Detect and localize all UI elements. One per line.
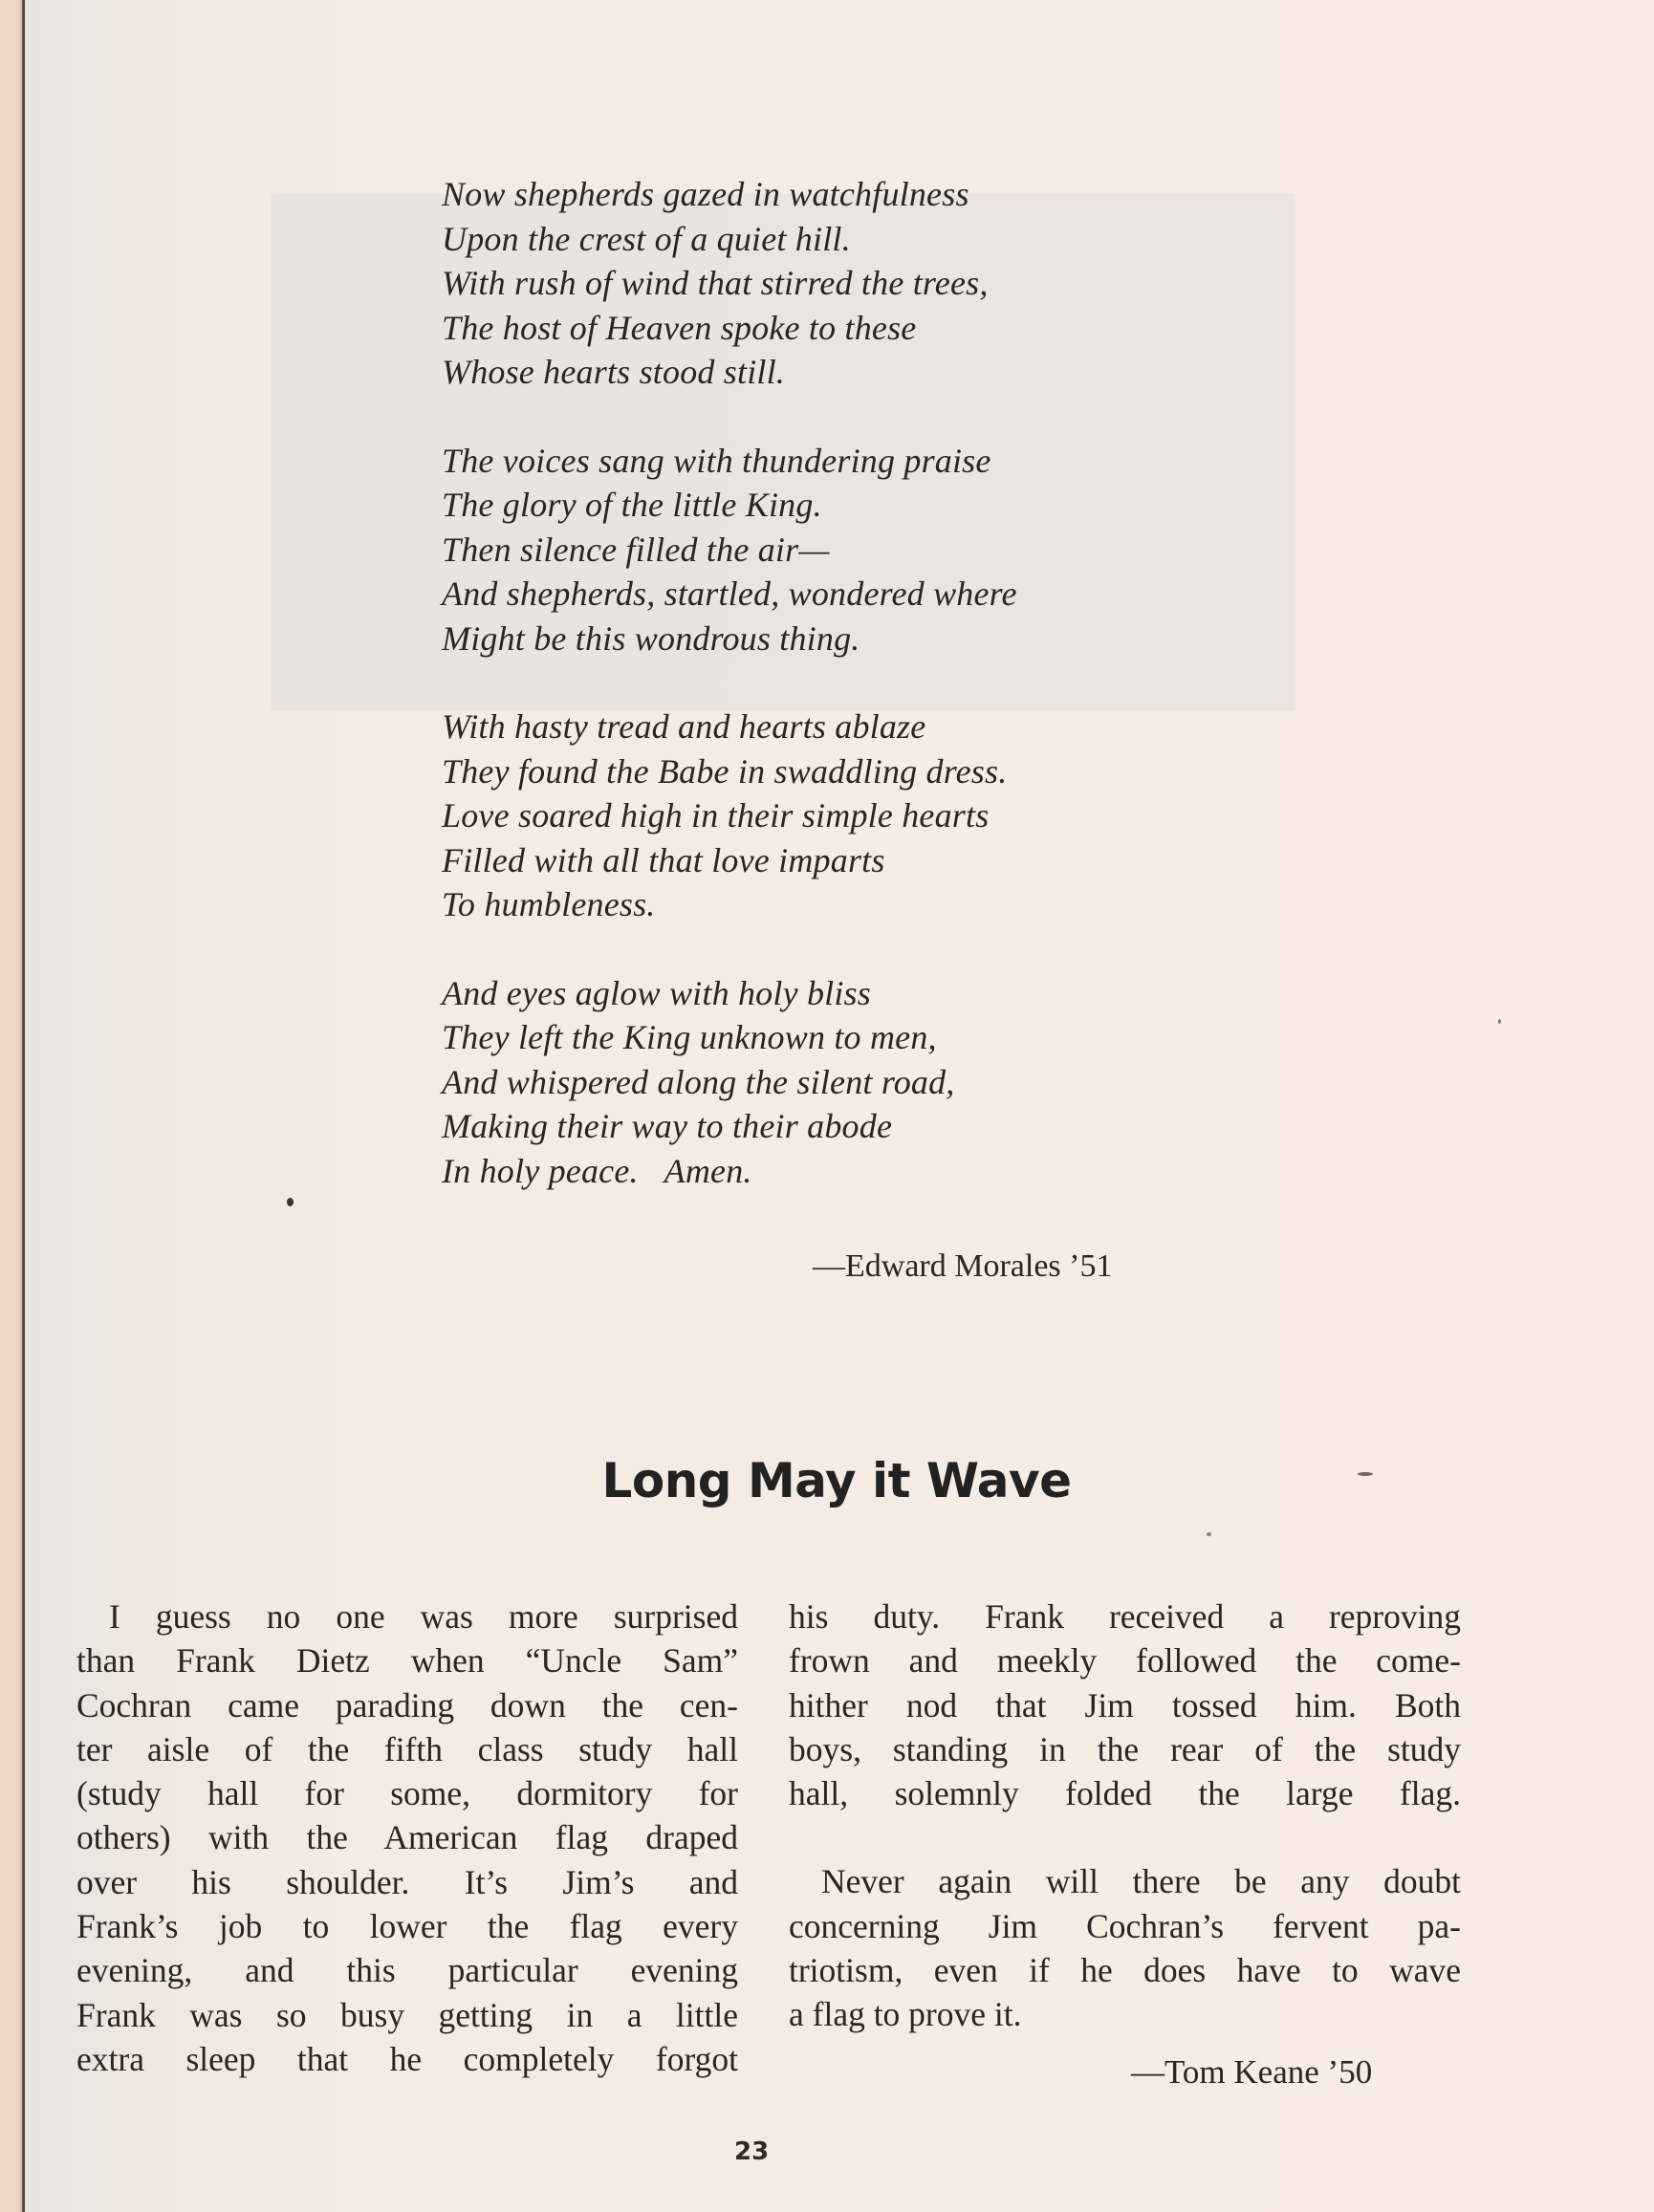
poem-line: The voices sang with thundering praise — [442, 441, 991, 480]
poem-line: With hasty tread and hearts ablaze — [442, 707, 926, 746]
poem-line: Now shepherds gazed in watchfulness — [442, 175, 969, 213]
text-line: Frank was so busy getting in a little — [76, 1995, 738, 2034]
paper-speck — [1207, 1532, 1211, 1536]
article-title: Long May it Wave — [601, 1453, 1072, 1508]
poem-line: Love soared high in their simple hearts — [442, 796, 990, 835]
poem-stanza-4 — [442, 971, 1226, 1194]
text-line: over his shoulder. It’s Jim’s and — [76, 1862, 738, 1901]
poem-line: And eyes aglow with holy bliss — [442, 973, 871, 1012]
text-line: Never again will there be any doubt — [821, 1862, 1461, 1901]
poem-line: Whose hearts stood still. — [442, 353, 786, 391]
poem-line: The host of Heaven spoke to these — [442, 308, 917, 347]
poem-stanza-3 — [442, 705, 1226, 927]
paragraph-break — [789, 1815, 1461, 1859]
poem-line: To humbleness. — [442, 885, 656, 923]
article-column-left — [76, 1594, 738, 2081]
text-line: concerning Jim Cochran’s fervent pa- — [789, 1906, 1461, 1945]
poem-line: With rush of wind that stirred the trees, — [442, 264, 989, 302]
poem-line: Might be this wondrous thing. — [442, 618, 860, 658]
text-line: Frank’s job to lower the flag every — [76, 1907, 738, 1946]
poem-line: Then silence filled the air— — [442, 530, 830, 569]
article-author-credit: —Tom Keane ’50 — [1131, 2053, 1373, 2091]
paper-speck — [1498, 1019, 1501, 1024]
poem-stanza-1 — [442, 172, 1226, 395]
poem-line: And shepherds, startled, wondered where — [442, 575, 1017, 613]
text-line: hither nod that Jim tossed him. Both — [789, 1685, 1461, 1724]
page-number: 23 — [734, 2137, 770, 2166]
text-line: frown and meekly followed the come- — [789, 1641, 1461, 1681]
text-line: triotism, even if he does have to wave — [789, 1951, 1461, 1990]
poem-stanza-2 — [442, 439, 1226, 661]
poem-line: Filled with all that love imparts — [442, 840, 885, 879]
text-line: a flag to prove it. — [789, 1995, 1022, 2034]
text-line: others) with the American flag draped — [76, 1818, 738, 1857]
text-line: ter aisle of the fifth class study hall — [76, 1729, 738, 1768]
poem-line: Upon the crest of a quiet hill. — [442, 219, 851, 258]
text-line: than Frank Dietz when “Uncle Sam” — [76, 1641, 738, 1681]
paper-speck — [287, 1198, 294, 1206]
text-line: his duty. Frank received a reproving — [789, 1597, 1461, 1636]
poem — [442, 172, 1226, 1237]
poem-line: And whispered along the silent road, — [442, 1062, 955, 1101]
poem-line: They left the King unknown to men, — [442, 1018, 937, 1056]
text-line: boys, standing in the rear of the study — [789, 1729, 1461, 1768]
poem-author-credit: —Edward Morales ’51 — [813, 1248, 1113, 1284]
text-line: (study hall for some, dormitory for — [76, 1774, 738, 1813]
poem-line: Making their way to their abode — [442, 1107, 893, 1145]
poem-line: The glory of the little King. — [442, 486, 822, 524]
text-line: evening, and this particular evening — [76, 1951, 738, 1990]
text-line: extra sleep that he completely forgot — [76, 2039, 738, 2078]
poem-line: In holy peace. Amen. — [442, 1151, 752, 1190]
text-line: Cochran came parading down the cen- — [76, 1685, 738, 1724]
text-line: hall, solemnly folded the large flag. — [789, 1774, 1461, 1813]
article-column-right — [789, 1594, 1461, 2037]
poem-line: They found the Babe in swaddling dress. — [442, 751, 1008, 791]
text-line: I guess no one was more surprised — [109, 1597, 738, 1636]
paper-speck — [1358, 1472, 1373, 1476]
